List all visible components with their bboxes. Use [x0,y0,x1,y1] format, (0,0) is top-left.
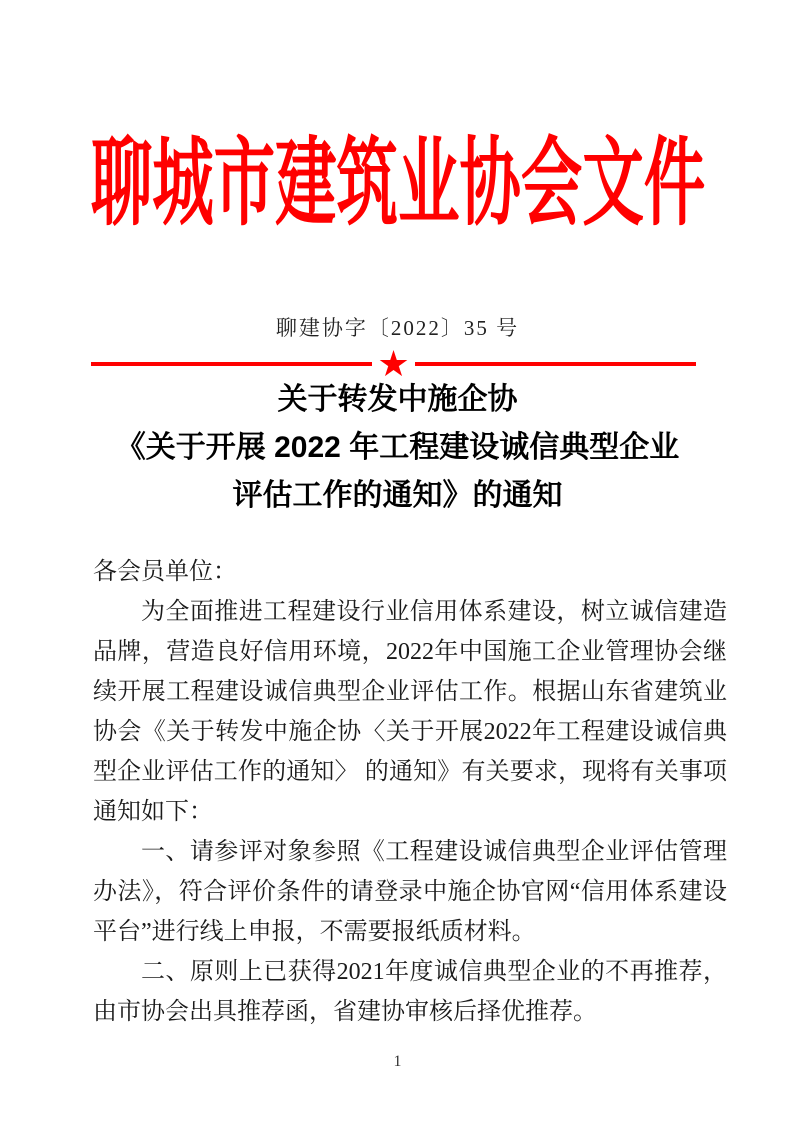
divider-line-left [91,362,372,366]
title-line-2: 《关于开展 2022 年工程建设诚信典型企业 [115,431,680,464]
title-line-3: 评估工作的通知》的通知 [232,479,563,512]
star-icon: ★ [377,344,410,384]
salutation: 各会员单位： [93,559,237,585]
title-line-1: 关于转发中施企协 [277,383,518,416]
page-number: 1 [393,1053,402,1070]
body-paragraph-item-2: 二、原则上已获得2021年度诚信典型企业的不再推荐，由市协会出具推荐函，省建协审核后择优推荐。 [93,959,727,1025]
document-body [93,552,727,1032]
divider-line-right [415,362,696,366]
doc-number: 聊建协字〔2022〕35 号 [275,316,520,340]
document-title [0,376,795,520]
body-paragraph-item-1: 一、请参评对象参照《工程建设诚信典型企业评估管理办法》，符合评价条件的请登录中施企协官网“信用体系建设平台”进行线上申报，不需要报纸质材料。 [93,839,727,945]
org-masthead-title: 聊城市建筑业协会文件 [90,130,705,237]
body-paragraph-intro: 为全面推进工程建设行业信用体系建设，树立诚信建造品牌，营造良好信用环境，2022年中国施工企业管理协会继续开展工程建设诚信典型企业评估工作。根据山东省建筑业协会《关于转发中施企协〈关于开展2022年工程建设诚信典型企业评估工作的通知〉 的通知》有关要求，现将有关事项通知如下： [93,599,727,825]
